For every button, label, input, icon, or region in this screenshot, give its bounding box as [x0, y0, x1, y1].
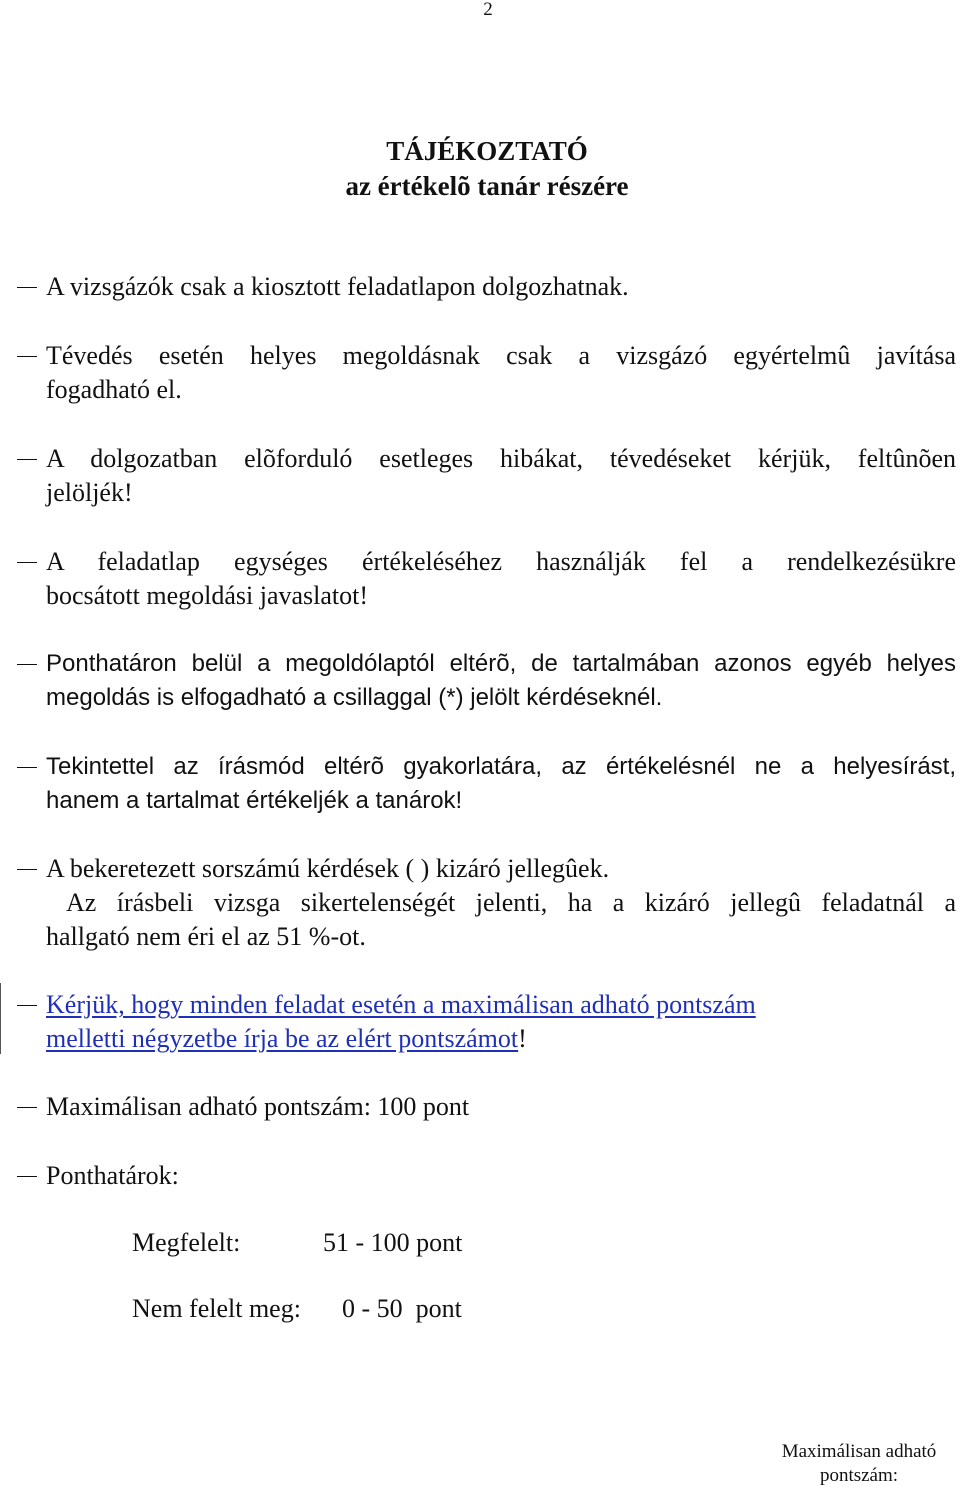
list-item-6-line-1: Tekintettel az írásmód eltérõ gyakorlatára, az értékelésnél ne a helyesírást, — [46, 753, 956, 780]
list-item-8-line-1[interactable]: Kérjük, hogy minden feladat esetén a maximálisan adható pontszám — [46, 990, 756, 1019]
bullet-dash — [17, 664, 37, 665]
list-item-4 — [46, 545, 956, 613]
list-item-9: Maximálisan adható pontszám: 100 pont — [46, 1092, 470, 1121]
page-title: TÁJÉKOZTATÓ — [386, 136, 588, 166]
list-item-7-note-line-2: hallgató nem éri el az 51 %-ot. — [46, 922, 366, 951]
footer-line-1: Maximálisan adható — [781, 1441, 937, 1462]
grade-pass-label: Megfelelt: — [132, 1228, 241, 1257]
bullet-dash — [17, 459, 37, 460]
list-item-3-line-2: jelöljék! — [46, 478, 133, 507]
list-item-5 — [46, 647, 956, 715]
list-item-1: A vizsgázók csak a kiosztott feladatlapon dolgozhatnak. — [46, 272, 629, 301]
page-subtitle: az értékelõ tanár részére — [345, 171, 629, 201]
grade-fail-label: Nem felelt meg: — [132, 1294, 301, 1323]
grade-pass-range: 51 - 100 pont — [323, 1228, 463, 1257]
bullet-dash — [17, 1176, 37, 1177]
bullet-dash — [17, 356, 37, 357]
bullet-dash — [17, 562, 37, 563]
margin-change-bar — [0, 983, 1, 1054]
bullet-dash — [17, 869, 37, 870]
list-item-8-exclamation: ! — [518, 1024, 527, 1053]
list-item-3 — [46, 442, 956, 510]
grade-fail-range: 0 - 50 pont — [342, 1294, 462, 1323]
list-item-7-note — [46, 886, 956, 954]
list-item-2-line-1: Tévedés esetén helyes megoldásnak csak a vizsgázó egyértelmû javítása — [46, 341, 956, 370]
footer-line-2: pontszám: — [819, 1465, 899, 1486]
list-item-4-line-2: bocsátott megoldási javaslatot! — [46, 581, 369, 610]
list-item-6-line-2: hanem a tartalmat értékeljék a tanárok! — [46, 787, 463, 814]
bullet-dash — [17, 287, 37, 288]
list-item-2-line-2: fogadható el. — [46, 375, 182, 404]
footer-score-label — [764, 1440, 954, 1488]
list-item-5-line-1: Ponthatáron belül a megoldólaptól eltérõ, de tartalmában azonos egyéb helyes — [46, 650, 956, 677]
list-item-3-line-1: A dolgozatban elõforduló esetleges hibákat, tévedéseket kérjük, feltûnõen — [46, 444, 956, 473]
list-item-2 — [46, 339, 956, 407]
list-item-8-line-2[interactable]: melletti négyzetbe írja be az elért pontszámot — [46, 1024, 519, 1053]
list-item-7: A bekeretezett sorszámú kérdések ( ) kizáró jellegûek. — [46, 854, 610, 883]
list-item-5-line-2: megoldás is elfogadható a csillaggal (*) jelölt kérdéseknél. — [46, 684, 663, 711]
bullet-dash — [17, 1107, 37, 1108]
list-item-7-note-line-1: Az írásbeli vizsga sikertelenségét jelenti, ha a kizáró jellegû feladatnál a — [66, 888, 956, 917]
list-item-10: Ponthatárok: — [46, 1161, 179, 1190]
list-item-4-line-1: A feladatlap egységes értékeléséhez használják fel a rendelkezésükre — [46, 547, 956, 576]
list-item-8 — [46, 988, 956, 1056]
bullet-dash — [17, 767, 37, 768]
page-number: 2 — [483, 0, 493, 20]
bullet-dash — [17, 1005, 37, 1006]
list-item-6 — [46, 750, 956, 818]
